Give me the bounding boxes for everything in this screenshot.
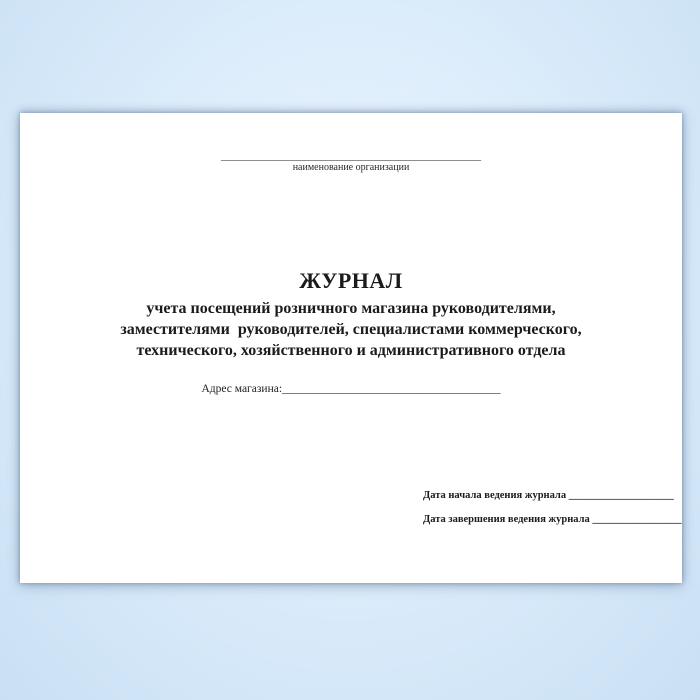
journal-subtitle-line-3: технического, хозяйственного и административного отдела (136, 342, 566, 359)
date-start-row (423, 490, 682, 502)
date-end-label: Дата завершения ведения журнала (423, 514, 593, 525)
date-end-blank-line: _________________ (592, 514, 682, 525)
organization-name-block (20, 151, 682, 174)
date-end-row (423, 514, 682, 526)
journal-cover-sheet (20, 113, 682, 583)
store-address-label: Адрес магазина: (201, 383, 283, 395)
store-address-blank-line: ______________________________________ (282, 383, 501, 395)
organization-name-caption: наименование организации (292, 162, 410, 173)
title-block (20, 268, 682, 361)
journal-subtitle-line-2: заместителями руководителей, специалистами коммерческого, (120, 321, 582, 338)
store-address-row (20, 382, 682, 396)
dates-block (423, 490, 682, 538)
date-start-label: Дата начала ведения журнала (423, 490, 569, 501)
organization-name-blank-line: ____________________________________________________ (221, 151, 481, 162)
date-start-blank-line: ____________________ (568, 490, 674, 501)
journal-title: ЖУРНАЛ (299, 268, 403, 293)
journal-subtitle-line-1: учета посещений розничного магазина руководителями, (146, 300, 556, 317)
